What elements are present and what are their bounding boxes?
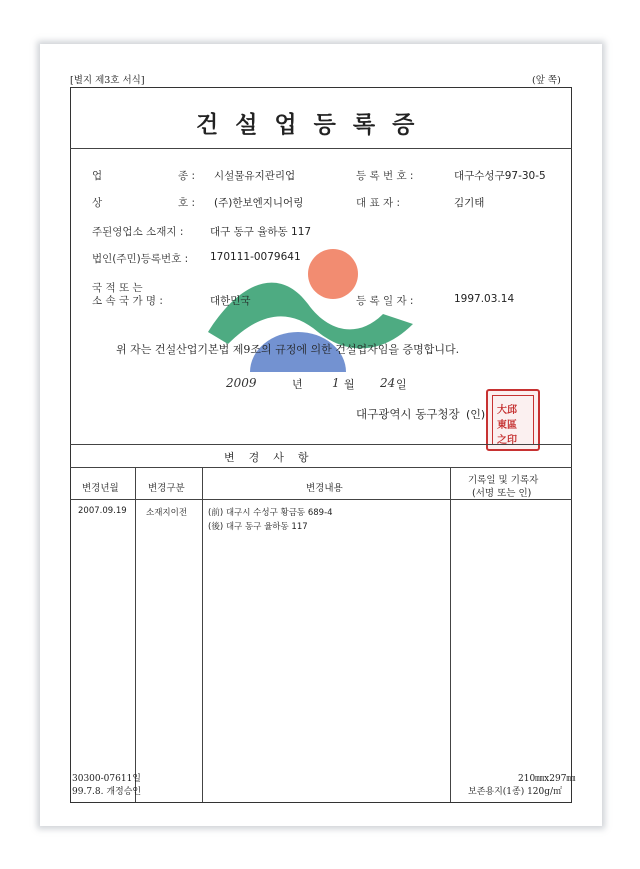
business-type-label-b: 종 : [178, 170, 196, 182]
col-header-recorder-line1: 기록일 및 기록자 [468, 475, 539, 486]
footer-code: 30300-07611일 [72, 774, 141, 784]
reg-date-value: 1997.03.14 [454, 293, 515, 305]
business-type-value: 시설물유지관리업 [214, 170, 296, 182]
col-header-type: 변경구분 [148, 483, 185, 494]
col-header-content: 변경내용 [306, 483, 343, 494]
date-month: 1 [332, 376, 340, 390]
row-after: (後) 대구 동구 율하동 117 [208, 522, 308, 532]
nationality-label-line1: 국 적 또 는 [92, 282, 143, 294]
address-label: 주된영업소 소재지 : [92, 226, 184, 238]
col-header-recorder-line2: (서명 또는 인) [472, 488, 532, 499]
row-type: 소재지이전 [146, 508, 188, 518]
col-header-date: 변경년월 [82, 483, 119, 494]
corp-no-value: 170111-0079641 [210, 251, 301, 263]
footer-size: 210㎜x297㎜ [518, 774, 576, 784]
reg-no-label: 등 록 번 호 : [356, 170, 414, 182]
emblem-orange-circle [308, 249, 358, 299]
date-year: 2009 [226, 376, 257, 390]
reg-no-value: 대구수성구97-30-5 [454, 170, 546, 182]
reg-date-label: 등 록 일 자 : [356, 295, 414, 307]
row-before: (前) 대구시 수성구 황금동 689-4 [208, 508, 333, 518]
address-value: 대구 동구 율하동 117 [210, 226, 312, 238]
col-divider-3 [450, 467, 451, 802]
company-label-b: 호 : [178, 197, 196, 209]
date-day: 24 [380, 376, 396, 390]
company-value: (주)한보엔지니어링 [214, 197, 304, 209]
nationality-label-line2: 소 속 국 가 명 : [92, 295, 163, 307]
company-label-a: 상 [92, 197, 103, 209]
title-divider [70, 148, 572, 149]
issuer-name: 대구광역시 동구청장 [356, 407, 460, 421]
ceo-label: 대 표 자 : [356, 197, 400, 209]
footer-approved: 99.7.8. 개정승인 [72, 787, 142, 797]
row-date: 2007.09.19 [78, 506, 127, 516]
issuer-seal-mark: (인) [466, 408, 486, 421]
col-divider-1 [135, 467, 136, 802]
ceo-value: 김기태 [454, 197, 485, 209]
business-type-label-a: 업 [92, 170, 103, 182]
date-day-unit: 일 [396, 378, 407, 391]
changes-heading: 변 경 사 항 [224, 451, 309, 464]
certify-text: 위 자는 건설산업기본법 제9조의 규정에 의한 건설업자임을 증명합니다. [116, 343, 460, 356]
nationality-value: 대한민국 [210, 295, 251, 307]
footer-paper: 보존용지(1종) 120g/㎡ [468, 787, 563, 797]
official-seal: 大邱 東區 之印 [486, 389, 540, 451]
header-row-divider [70, 499, 572, 500]
changes-top-divider [70, 444, 572, 445]
page-title: 건설업등록증 [196, 111, 432, 138]
date-month-unit: 월 [344, 378, 355, 391]
changes-heading-divider [70, 467, 572, 468]
certificate-paper [40, 44, 602, 826]
corp-no-label: 법인(주민)등록번호 : [92, 253, 189, 265]
col-divider-2 [202, 467, 203, 802]
side-label: (앞 쪽) [532, 75, 561, 86]
date-year-unit: 년 [292, 378, 303, 391]
form-label: [별지 제3호 서식] [70, 75, 145, 86]
